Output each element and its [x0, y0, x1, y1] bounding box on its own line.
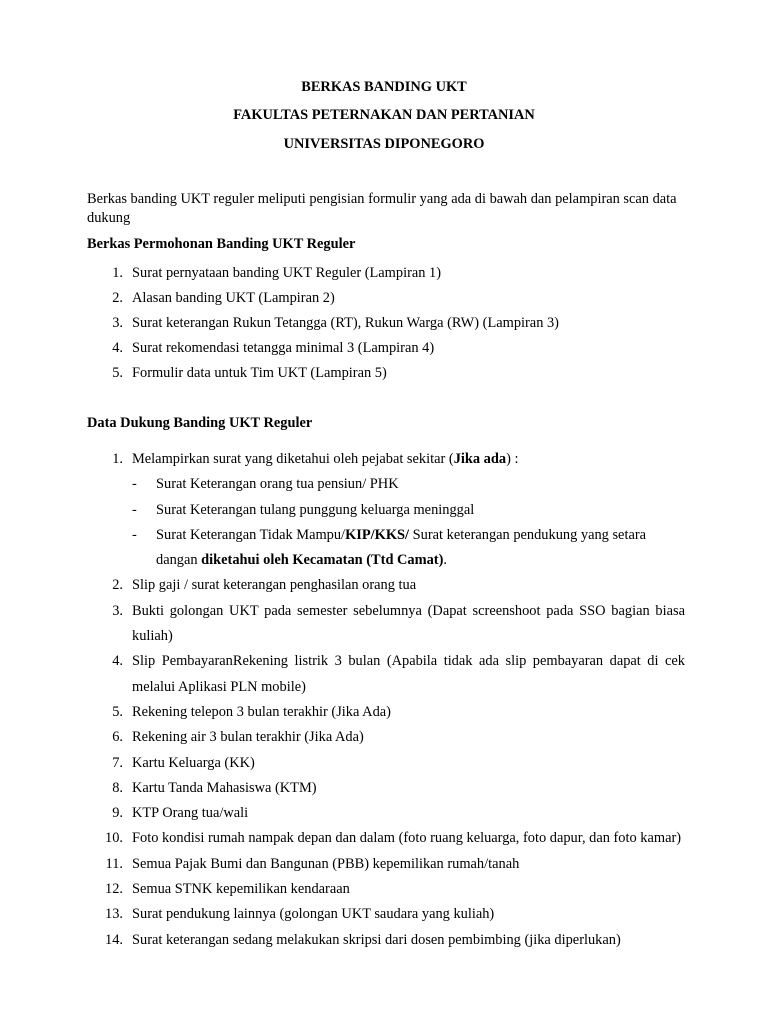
- list-number: 11.: [105, 855, 123, 872]
- sub-list: [132, 472, 685, 573]
- university-name: UNIVERSITAS DIPONEGORO: [283, 136, 485, 152]
- sub-item-emphasis: KIP/KKS/: [345, 526, 410, 543]
- list-item-text: Semua Pajak Bumi dan Bangunan (PBB) kepemilikan rumah/tanah: [132, 855, 520, 872]
- list-item: [87, 852, 685, 877]
- list-item-text: Rekening air 3 bulan terakhir (Jika Ada): [132, 729, 364, 746]
- list-number: 5.: [112, 365, 123, 381]
- list-item-text: Kartu Keluarga (KK): [132, 754, 255, 771]
- sub-item-text: Surat Keterangan orang tua pensiun/ PHK: [156, 476, 399, 493]
- list-item-text: Alasan banding UKT (Lampiran 2): [132, 290, 335, 306]
- data-dukung-list: [87, 447, 685, 953]
- list-number: 3.: [112, 602, 123, 619]
- list-item: [87, 286, 685, 311]
- list-number: 5.: [112, 703, 123, 720]
- list-item-text: Slip PembayaranRekening listrik 3 bulan (Apabila tidak ada slip pembayaran dapat di cek melalui Aplikasi PLN mobile): [132, 653, 685, 695]
- dash-bullet: -: [132, 526, 137, 543]
- list-number: 2.: [112, 290, 123, 306]
- list-item-emphasis: Jika ada: [453, 451, 507, 467]
- list-number: 6.: [112, 729, 123, 746]
- list-number: 10.: [105, 830, 123, 847]
- list-item: [87, 311, 685, 336]
- sub-list-item: [132, 498, 685, 523]
- list-item: [87, 902, 685, 927]
- list-item-text: Surat keterangan sedang melakukan skripsi dari dosen pembimbing (jika diperlukan): [132, 931, 621, 948]
- section-heading-data-dukung: Data Dukung Banding UKT Reguler: [87, 415, 313, 431]
- permohonan-list: [87, 261, 685, 386]
- list-item-text: Surat rekomendasi tetangga minimal 3 (Lampiran 4): [132, 340, 435, 356]
- list-number: 2.: [112, 577, 123, 594]
- list-item-text: Kartu Tanda Mahasiswa (KTM): [132, 779, 317, 796]
- section-heading-permohonan: Berkas Permohonan Banding UKT Reguler: [87, 236, 356, 252]
- list-item: [87, 877, 685, 902]
- list-item-text: Surat pendukung lainnya (golongan UKT saudara yang kuliah): [132, 906, 495, 923]
- list-number: 3.: [112, 315, 123, 331]
- list-item: [87, 599, 685, 650]
- sub-list-item: [132, 472, 685, 497]
- list-number: 14.: [105, 931, 123, 948]
- list-item: [87, 801, 685, 826]
- list-number: 8.: [112, 779, 123, 796]
- list-number: 7.: [112, 754, 123, 771]
- list-item: [87, 700, 685, 725]
- list-item-text: KTP Orang tua/wali: [132, 805, 249, 822]
- document-title: BERKAS BANDING UKT: [301, 79, 467, 95]
- list-item-text: Formulir data untuk Tim UKT (Lampiran 5): [132, 365, 387, 381]
- list-item-text: Bukti golongan UKT pada semester sebelumnya (Dapat screenshoot pada SSO bagian biasa kuliah): [132, 602, 685, 645]
- list-item-text: Melampirkan surat yang diketahui oleh pejabat sekitar (: [132, 451, 454, 467]
- list-item: [87, 336, 685, 361]
- list-number: 4.: [112, 340, 123, 356]
- list-item: [87, 261, 685, 286]
- list-item-text: Surat keterangan Rukun Tetangga (RT), Rukun Warga (RW) (Lampiran 3): [132, 315, 559, 331]
- sub-list-item: [132, 523, 685, 574]
- sub-item-text: Surat Keterangan Tidak Mampu/: [156, 526, 346, 543]
- list-item: [87, 776, 685, 801]
- list-item-text: ) :: [506, 451, 519, 467]
- list-item: [87, 751, 685, 776]
- list-item-text: Slip gaji / surat keterangan penghasilan orang tua: [132, 577, 417, 594]
- sub-item-text: Surat keterangan pendukung yang setara dangan: [156, 526, 647, 569]
- faculty-name: FAKULTAS PETERNAKAN DAN PERTANIAN: [233, 107, 535, 123]
- list-number: 12.: [105, 881, 123, 898]
- dash-bullet: -: [132, 501, 137, 518]
- list-number: 1.: [112, 451, 123, 467]
- sub-item-text: .: [443, 552, 448, 569]
- list-number: 9.: [112, 805, 123, 822]
- list-item: [87, 447, 685, 573]
- list-item-text: Rekening telepon 3 bulan terakhir (Jika Ada): [132, 703, 391, 720]
- list-number: 13.: [105, 906, 123, 923]
- list-item: [87, 573, 685, 598]
- sub-item-emphasis: diketahui oleh Kecamatan (Ttd Camat): [201, 552, 444, 569]
- intro-paragraph: Berkas banding UKT reguler meliputi pengisian formulir yang ada di bawah dan pelampiran scan data dukung: [87, 191, 677, 226]
- list-item-text: Semua STNK kepemilikan kendaraan: [132, 881, 350, 898]
- list-item: [87, 826, 685, 851]
- list-item: [87, 649, 685, 700]
- list-number: 4.: [112, 653, 123, 670]
- list-number: 1.: [112, 265, 123, 281]
- list-item: [87, 361, 685, 386]
- dash-bullet: -: [132, 476, 137, 493]
- sub-item-text: Surat Keterangan tulang punggung keluarga meninggal: [156, 501, 475, 518]
- list-item-text: Foto kondisi rumah nampak depan dan dalam (foto ruang keluarga, foto dapur, dan foto kamar): [132, 830, 682, 847]
- list-item: [87, 725, 685, 750]
- list-item-text: Surat pernyataan banding UKT Reguler (Lampiran 1): [132, 265, 442, 281]
- list-item: [87, 928, 685, 953]
